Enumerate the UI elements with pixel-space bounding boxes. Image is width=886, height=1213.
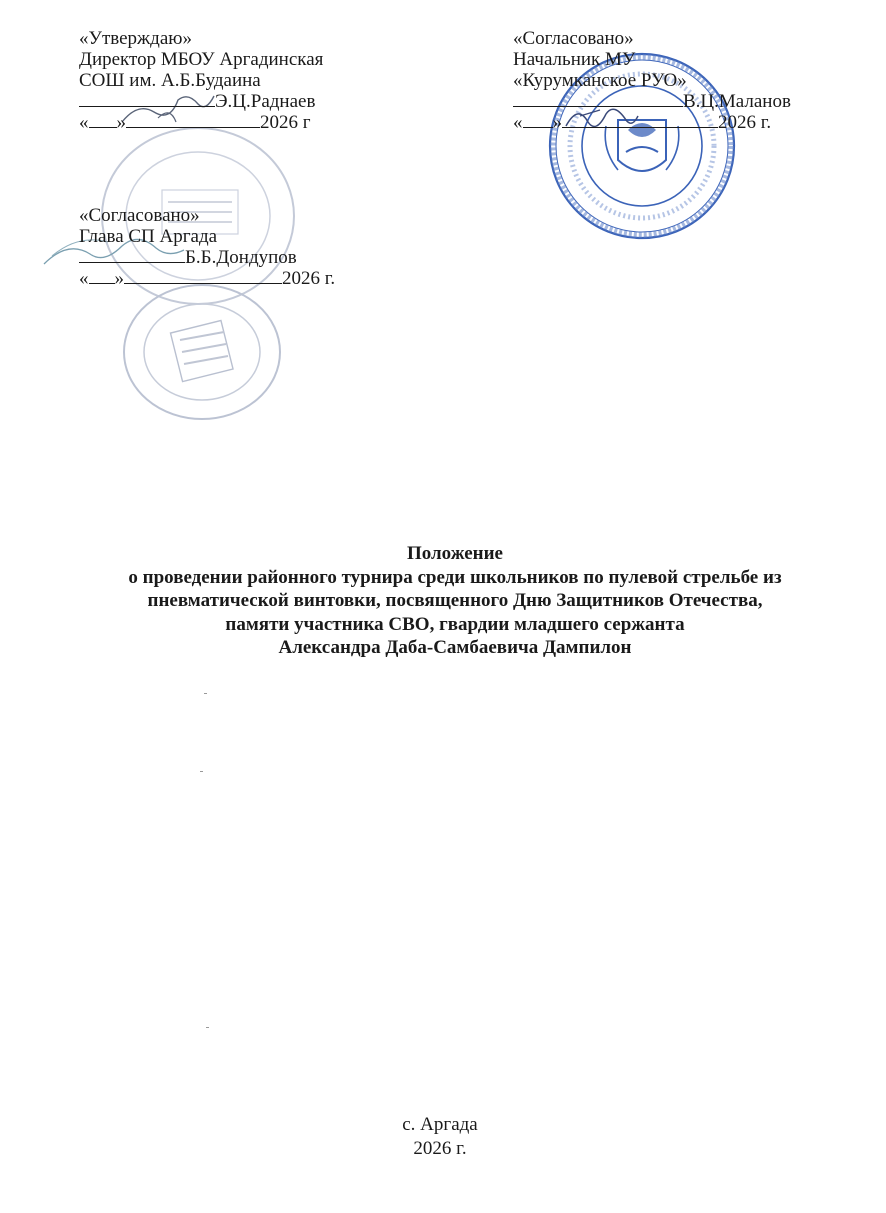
title-line-2: пневматической винтовки, посвященного Дню Защитников Отечества, — [147, 590, 763, 611]
settlement-agreement-position: Глава СП Аргада — [79, 226, 218, 247]
approval-block — [79, 28, 323, 133]
approval-signature-line — [79, 91, 323, 112]
department-agreement-position: Начальник МУ — [513, 49, 636, 70]
settlement-year: 2026 г. — [282, 268, 336, 289]
scan-speck — [204, 693, 207, 694]
scan-speck — [206, 1027, 209, 1028]
department-signer: В.Ц.Маланов — [683, 91, 791, 112]
department-year: 2026 г. — [718, 112, 772, 133]
approval-heading: «Утверждаю» — [79, 28, 192, 49]
department-agreement-organization: «Курумканское РУО» — [513, 70, 687, 91]
settlement-signature-line — [79, 247, 335, 268]
approval-position: Директор МБОУ Аргадинская — [79, 49, 324, 70]
approval-date-line: « » 2026 г — [79, 112, 311, 133]
document-title — [40, 542, 870, 660]
place: с. Аргада — [402, 1114, 478, 1135]
department-agreement-block — [513, 28, 791, 133]
title-line-4: Александра Даба-Самбаевича Дампилон — [278, 637, 632, 658]
approval-year: 2026 г — [260, 112, 311, 133]
approval-organization: СОШ им. А.Б.Будаина — [79, 70, 261, 91]
title-heading: Положение — [406, 543, 503, 564]
settlement-date-line: « » 2026 г. — [79, 268, 336, 289]
title-line-1: о проведении районного турнира среди школьников по пулевой стрельбе из — [128, 566, 782, 588]
approval-signer: Э.Ц.Раднаев — [215, 91, 316, 112]
department-signature-line — [513, 91, 791, 112]
settlement-stamp — [118, 280, 288, 425]
year: 2026 г. — [413, 1138, 467, 1159]
settlement-agreement-block — [79, 205, 335, 289]
title-line-3: памяти участника СВО, гвардии младшего сержанта — [225, 613, 685, 635]
department-date-line: « » 2026 г. — [513, 112, 772, 133]
place-and-year — [340, 1113, 540, 1161]
settlement-agreement-heading: «Согласовано» — [79, 205, 200, 226]
department-agreement-heading: «Согласовано» — [513, 28, 634, 49]
scan-speck — [200, 771, 203, 772]
settlement-signer: Б.Б.Дондупов — [185, 247, 297, 268]
